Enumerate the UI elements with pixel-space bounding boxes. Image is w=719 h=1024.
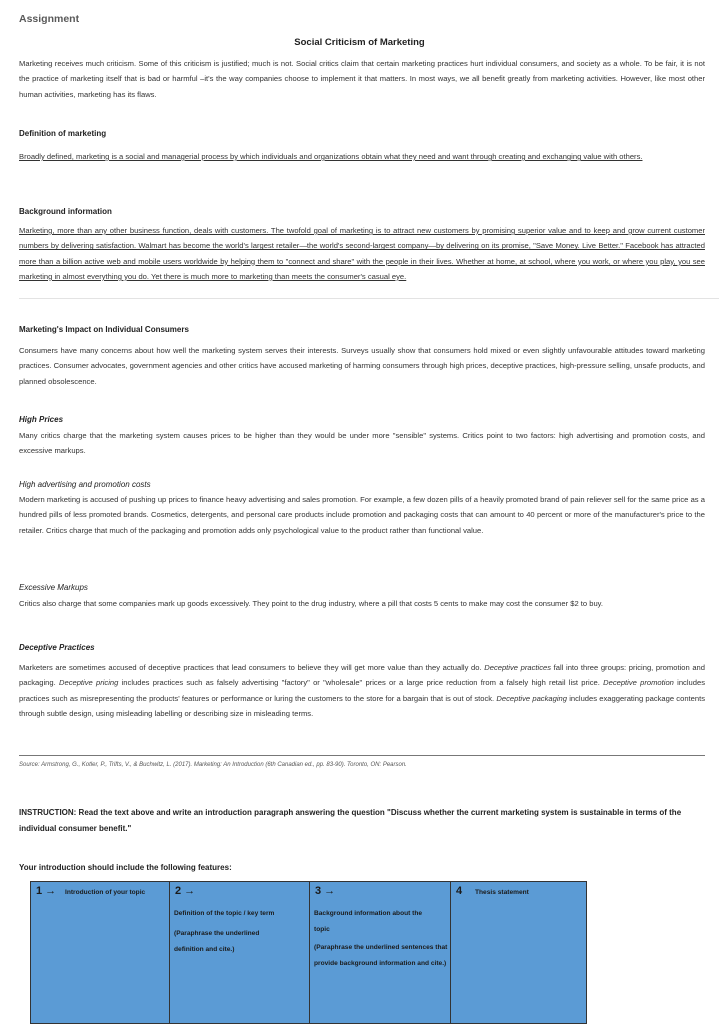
- deceptive-heading: Deceptive Practices: [19, 643, 95, 652]
- term-deceptive-packaging: Deceptive packaging: [496, 693, 567, 703]
- feature-number-2: 2 →: [175, 885, 196, 897]
- feature-note-definition: (Paraphrase the underlined definition and cite.): [174, 930, 260, 953]
- feature-note-background: (Paraphrase the underlined sentences that provide background information and cite.): [314, 944, 448, 967]
- feature-cell-definition: [170, 882, 310, 1023]
- feature-number-1: 1 →: [36, 885, 57, 897]
- deceptive-text: [19, 660, 705, 721]
- feature-label-introduction: Introduction of your topic: [65, 889, 146, 896]
- markups-text: Critics also charge that some companies mark up goods excessively. They point to the drug industry, where a pill that costs 5 cents to make may cost the consumer $2 to buy.: [19, 599, 604, 608]
- term-deceptive-promotion: Deceptive promotion: [603, 678, 674, 688]
- deceptive-text-3: includes practices such as falsely advertising "factory" or "wholesale" prices or a large price reduction from a falsely high retail list price.: [118, 678, 604, 688]
- term-deceptive-pricing: Deceptive pricing: [58, 678, 119, 688]
- advertising-text: Modern marketing is accused of pushing up prices to finance heavy advertising and sales promotion. For example, a few dozen pills of a heavily promoted brand of pain reliever sell for the same price as a hundred pills of less promoted brands. Cosmetics, detergents, and personal care products include promotion and packaging costs that can amount to 40 percent or more of the manufacturer's price to the retailer. Critics charge that much of the packaging and promotion adds only psychological value to the product rather than functional value.: [19, 495, 705, 535]
- feature-cell-introduction: [31, 882, 170, 1023]
- page-divider: [19, 298, 719, 299]
- impact-text: Consumers have many concerns about how well the marketing system serves their interests. Surveys usually show that consumers hold mixed or even slightly unfavourable attitudes toward marketing practices. Consumer advocates, government agencies and other critics have accused marketing of harming consumers through high prices, deceptive practices, high-pressure selling, unsafe products, and planned obsolescence.: [19, 346, 705, 386]
- feature-label-background: Background information about the topic: [314, 910, 423, 933]
- markups-heading: Excessive Markups: [19, 583, 88, 592]
- background-heading: Background information: [19, 207, 112, 216]
- definition-text: Broadly defined, marketing is a social and managerial process by which individuals and organizations obtain what they need and want through creating and exchanging value with others.: [19, 152, 643, 161]
- feature-cell-background: [310, 882, 451, 1023]
- instruction-text: INSTRUCTION: Read the text above and write an introduction paragraph answering the question "Discuss whether the current marketing system is sustainable in terms of the individual consumer benefit.": [19, 808, 682, 833]
- features-table: [30, 881, 587, 1024]
- features-heading: Your introduction should include the following features:: [19, 863, 232, 872]
- high-prices-heading: High Prices: [19, 415, 64, 424]
- feature-label-definition: Definition of the topic / key term: [174, 910, 275, 917]
- source-rule: [19, 755, 705, 756]
- source-citation: Source: Armstrong, G., Kotler, P., Trifts, V., & Buchwitz, L. (2017). Marketing: An Introduction (6th Canadian ed., pp. 83-90). Toronto, ON: Pearson.: [19, 762, 407, 768]
- term-deceptive-practices: Deceptive practices: [484, 663, 552, 672]
- high-prices-text: Many critics charge that the marketing system causes prices to be higher than they would be under more "sensible" systems. Critics point to two factors: high advertising and promotion costs, and excessive markups.: [19, 431, 705, 456]
- deceptive-text-1: Marketers are sometimes accused of deceptive practices that lead consumers to believe they will get more value than they actually do.: [19, 663, 485, 672]
- impact-heading: Marketing's Impact on Individual Consumers: [19, 325, 189, 334]
- background-text: Marketing, more than any other business function, deals with customers. The twofold goal of marketing is to attract new customers by promising superior value and to keep and grow current customer numbers by delivering satisfaction. Walmart has become the world's largest retailer—the world's second-largest company—by delivering on its promise, "Save Money. Live Better." Facebook has attracted more than a billion active web and mobile users worldwide by helping them to "connect and share" with the people in their lives. Whether at home, at school, where you work, or where you play, you see marketing in almost everything you do. Yet there is much more to marketing than meets the consumer's casual eye.: [19, 226, 705, 281]
- feature-label-thesis: Thesis statement: [475, 889, 529, 896]
- intro-paragraph: Marketing receives much criticism. Some of this criticism is justified; much is not. Social critics claim that certain marketing practices hurt individual consumers, and society as a whole. To be fair, it is not the practice of marketing itself that is bad or harmful –it's the way companies choose to implement it that matters. In most ways, we all benefit greatly from marketing activities. However, like most other human activities, marketing has its flaws.: [19, 59, 705, 99]
- assignment-label: Assignment: [19, 13, 80, 25]
- document-title: Social Criticism of Marketing: [294, 37, 425, 48]
- feature-number-3: 3 →: [315, 885, 336, 897]
- deceptive-text-4: includes practices such as misrepresenting the products' features or performance or luring the customers to the store for a bargain that is out of stock.: [19, 678, 705, 703]
- feature-cell-thesis: [451, 882, 587, 1023]
- deceptive-text-2: fall into three groups: pricing, promotion and packaging.: [19, 663, 705, 688]
- deceptive-text-5: includes exaggerating package contents through subtle design, using misleading labelling or describing size in misleading terms.: [19, 693, 706, 718]
- feature-number-4: 4: [456, 885, 463, 897]
- advertising-heading: High advertising and promotion costs: [19, 480, 151, 489]
- definition-heading: Definition of marketing: [19, 129, 107, 138]
